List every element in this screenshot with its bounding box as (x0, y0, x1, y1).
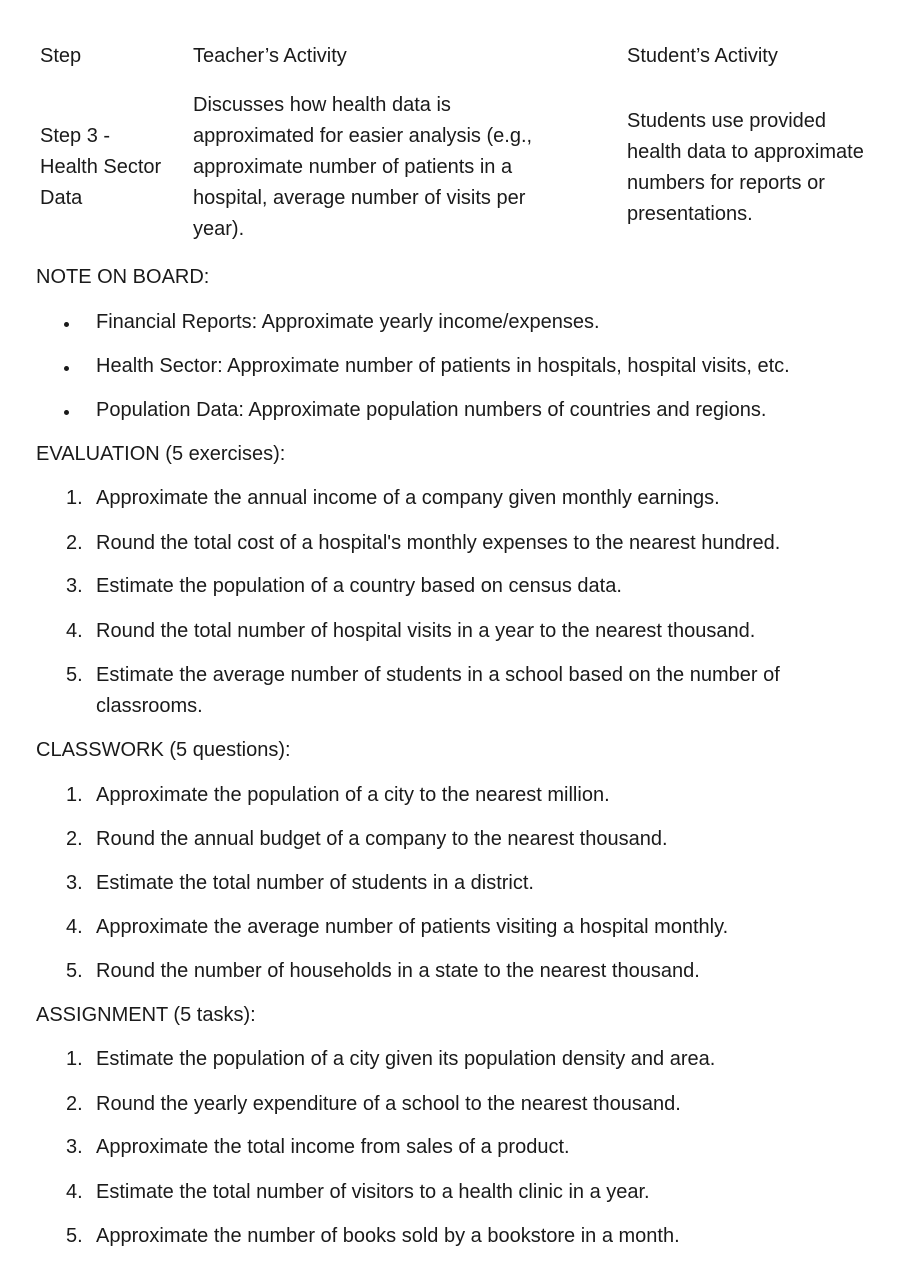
section-heading-evaluation: EVALUATION (5 exercises): (36, 443, 286, 465)
list-number: 3. (66, 1136, 83, 1158)
note-item: Financial Reports: Approximate yearly income/expenses. (96, 311, 600, 333)
teacher-line: year). (193, 218, 245, 240)
assignment-item: Estimate the population of a city given its population density and area. (96, 1048, 716, 1070)
classwork-item: Estimate the total number of students in a district. (96, 872, 534, 894)
assignment-item: Approximate the total income from sales of a product. (96, 1136, 570, 1158)
teacher-line: approximated for easier analysis (e.g., (193, 125, 533, 147)
note-item: Health Sector: Approximate number of patients in hospitals, hospital visits, etc. (96, 355, 790, 377)
table-cell-teacher-activity (193, 90, 532, 245)
student-line: presentations. (627, 203, 753, 225)
list-number: 3. (66, 872, 83, 894)
evaluation-item: Estimate the average number of students in a school based on the number of (96, 664, 780, 686)
table-header-teacher-activity: Teacher’s Activity (193, 45, 347, 67)
teacher-line: approximate number of patients in a (193, 156, 513, 178)
step-line: Health Sector (40, 156, 162, 178)
bullet-icon (64, 322, 69, 327)
section-heading-classwork: CLASSWORK (5 questions): (36, 739, 291, 761)
step-line: Step 3 - (40, 125, 111, 147)
assignment-item: Estimate the total number of visitors to a health clinic in a year. (96, 1181, 650, 1203)
list-number: 2. (66, 532, 83, 554)
student-line: health data to approximate (627, 141, 864, 163)
table-cell-step (40, 121, 161, 214)
teacher-line: hospital, average number of visits per (193, 187, 526, 209)
list-number: 5. (66, 960, 83, 982)
table-header-step: Step (40, 45, 82, 67)
note-item: Population Data: Approximate population numbers of countries and regions. (96, 399, 767, 421)
student-line: Students use provided (627, 110, 827, 132)
list-number: 3. (66, 575, 83, 597)
list-number: 2. (66, 1093, 83, 1115)
evaluation-item: Round the total number of hospital visits in a year to the nearest thousand. (96, 620, 756, 642)
list-number: 4. (66, 620, 83, 642)
student-line: numbers for reports or (627, 172, 825, 194)
section-heading-assignment: ASSIGNMENT (5 tasks): (36, 1004, 256, 1026)
evaluation-item: Round the total cost of a hospital's monthly expenses to the nearest hundred. (96, 532, 781, 554)
list-number: 4. (66, 1181, 83, 1203)
list-number: 1. (66, 784, 83, 806)
evaluation-item-continued: classrooms. (96, 695, 203, 717)
assignment-item: Approximate the number of books sold by a bookstore in a month. (96, 1225, 680, 1247)
step-line: Data (40, 187, 83, 209)
list-number: 2. (66, 828, 83, 850)
table-header-student-activity: Student’s Activity (627, 45, 778, 67)
classwork-item: Approximate the average number of patients visiting a hospital monthly. (96, 916, 729, 938)
evaluation-item: Approximate the annual income of a company given monthly earnings. (96, 487, 720, 509)
assignment-item: Round the yearly expenditure of a school to the nearest thousand. (96, 1093, 681, 1115)
list-number: 1. (66, 487, 83, 509)
bullet-icon (64, 410, 69, 415)
classwork-item: Round the number of households in a state to the nearest thousand. (96, 960, 700, 982)
classwork-item: Approximate the population of a city to the nearest million. (96, 784, 610, 806)
list-number: 5. (66, 1225, 83, 1247)
list-number: 4. (66, 916, 83, 938)
list-number: 1. (66, 1048, 83, 1070)
teacher-line: Discusses how health data is (193, 94, 451, 116)
section-heading-note-on-board: NOTE ON BOARD: (36, 266, 210, 288)
list-number: 5. (66, 664, 83, 686)
bullet-icon (64, 366, 69, 371)
classwork-item: Round the annual budget of a company to the nearest thousand. (96, 828, 668, 850)
table-cell-student-activity (627, 106, 864, 230)
evaluation-item: Estimate the population of a country based on census data. (96, 575, 622, 597)
